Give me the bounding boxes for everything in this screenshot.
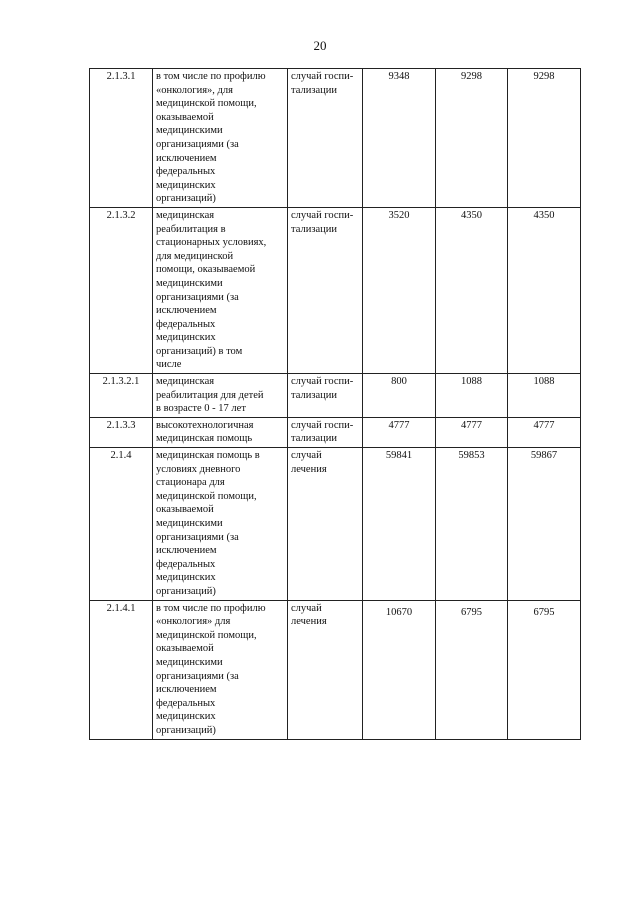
row-name-line: федеральных <box>156 697 216 709</box>
row-name-line: медицинская <box>156 209 215 221</box>
row-name-line: организациями (за <box>156 138 239 150</box>
table-row <box>90 207 581 373</box>
row-value-2: 9298 <box>436 69 508 208</box>
row-name-line: оказываемой <box>156 504 214 516</box>
row-name-line: федеральных <box>156 318 216 330</box>
row-name-line: оказываемой <box>156 643 214 655</box>
row-name-line: медицинскими <box>156 125 223 137</box>
row-name-line: федеральных <box>156 558 216 570</box>
row-name-line: организаций) <box>156 585 216 597</box>
row-name <box>153 374 288 418</box>
page-number: 20 <box>313 38 327 53</box>
row-name-line: медицинских <box>156 711 216 723</box>
row-unit-line: случай госпи- <box>291 419 354 431</box>
row-name-line: медицинская помощь в <box>156 450 260 462</box>
row-code: 2.1.3.2.1 <box>90 374 153 418</box>
row-unit-line: тализации <box>291 433 337 445</box>
row-name-line: в возрасте 0 - 17 лет <box>156 403 246 415</box>
row-name-line: медицинскими <box>156 277 223 289</box>
row-unit-line: случай госпи- <box>291 376 354 388</box>
row-name-line: медицинских <box>156 332 216 344</box>
row-value-1: 3520 <box>363 207 436 373</box>
row-name-line: медицинскими <box>156 656 223 668</box>
row-name-line: медицинская помощь <box>156 433 253 445</box>
row-name-line: медицинской помощи, <box>156 629 257 641</box>
row-name-line: в том числе по профилю <box>156 71 266 82</box>
row-code: 2.1.3.1 <box>90 69 153 208</box>
row-value-3: 4777 <box>508 417 581 447</box>
row-name-line: организациями (за <box>156 670 239 682</box>
row-code: 2.1.4 <box>90 448 153 601</box>
row-value-1: 4777 <box>363 417 436 447</box>
row-code: 2.1.3.2 <box>90 207 153 373</box>
row-value-1: 10670 <box>363 600 436 739</box>
row-code: 2.1.4.1 <box>90 600 153 739</box>
row-value-1: 9348 <box>363 69 436 208</box>
row-name-line: исключением <box>156 684 217 696</box>
row-unit <box>288 600 363 739</box>
row-unit <box>288 69 363 208</box>
row-unit <box>288 207 363 373</box>
row-name-line: медицинской помощи, <box>156 98 257 110</box>
row-name-line: высокотехнологичная <box>156 419 254 431</box>
row-name <box>153 600 288 739</box>
row-value-2: 6795 <box>436 600 508 739</box>
row-unit-line: случай <box>291 450 322 462</box>
row-value-2: 4777 <box>436 417 508 447</box>
row-name-line: для медицинской <box>156 250 234 262</box>
row-value-2: 4350 <box>436 207 508 373</box>
table-row <box>90 69 581 208</box>
row-name-line: организациями (за <box>156 531 239 543</box>
row-name-line: исключением <box>156 305 217 317</box>
row-name-line: реабилитация для детей <box>156 389 264 401</box>
row-name-line: помощи, оказываемой <box>156 264 256 276</box>
row-name-line: медицинская <box>156 376 215 388</box>
row-value-2: 1088 <box>436 374 508 418</box>
table-row <box>90 417 581 447</box>
row-value-1: 800 <box>363 374 436 418</box>
row-name-line: «онкология», для <box>156 84 233 96</box>
row-name-line: организаций) <box>156 193 216 205</box>
row-code: 2.1.3.3 <box>90 417 153 447</box>
row-name-line: стационара для <box>156 477 225 489</box>
row-name <box>153 448 288 601</box>
row-name <box>153 69 288 208</box>
row-unit-line: тализации <box>291 84 337 96</box>
row-name-line: в том числе по профилю <box>156 602 266 614</box>
row-name-line: условиях дневного <box>156 463 241 475</box>
row-name <box>153 207 288 373</box>
row-value-3: 9298 <box>508 69 581 208</box>
row-name-line: федеральных <box>156 166 216 178</box>
row-unit-line: лечения <box>291 616 327 628</box>
row-name-line: исключением <box>156 152 217 164</box>
row-name-line: медицинскими <box>156 518 223 529</box>
row-unit <box>288 374 363 418</box>
row-value-1: 59841 <box>363 448 436 601</box>
row-name-line: оказываемой <box>156 111 214 123</box>
row-unit-line: случай госпи- <box>291 209 354 221</box>
data-table <box>89 68 581 740</box>
row-value-3: 6795 <box>508 600 581 739</box>
row-unit-line: тализации <box>291 389 337 401</box>
row-unit <box>288 448 363 601</box>
row-name-line: организаций) в том <box>156 345 243 357</box>
table-row <box>90 448 581 601</box>
row-unit-line: лечения <box>291 463 327 475</box>
row-name-line: реабилитация в <box>156 223 226 235</box>
row-name-line: стационарных условиях, <box>156 237 267 249</box>
row-value-3: 1088 <box>508 374 581 418</box>
row-value-2: 59853 <box>436 448 508 601</box>
row-name-line: медицинских <box>156 572 216 584</box>
table-row <box>90 374 581 418</box>
row-unit <box>288 417 363 447</box>
table-body <box>90 69 581 740</box>
row-value-3: 59867 <box>508 448 581 601</box>
row-unit-line: случай госпи- <box>291 71 354 82</box>
row-value-3: 4350 <box>508 207 581 373</box>
row-name-line: исключением <box>156 545 217 557</box>
row-name-line: «онкология» для <box>156 616 231 628</box>
row-name <box>153 417 288 447</box>
row-unit-line: тализации <box>291 223 337 235</box>
row-name-line: медицинской помощи, <box>156 490 257 502</box>
table-row <box>90 600 581 739</box>
row-unit-line: случай <box>291 602 322 614</box>
row-name-line: медицинских <box>156 179 216 191</box>
row-name-line: организациями (за <box>156 291 239 303</box>
row-name-line: организаций) <box>156 724 216 736</box>
row-name-line: числе <box>156 359 182 371</box>
